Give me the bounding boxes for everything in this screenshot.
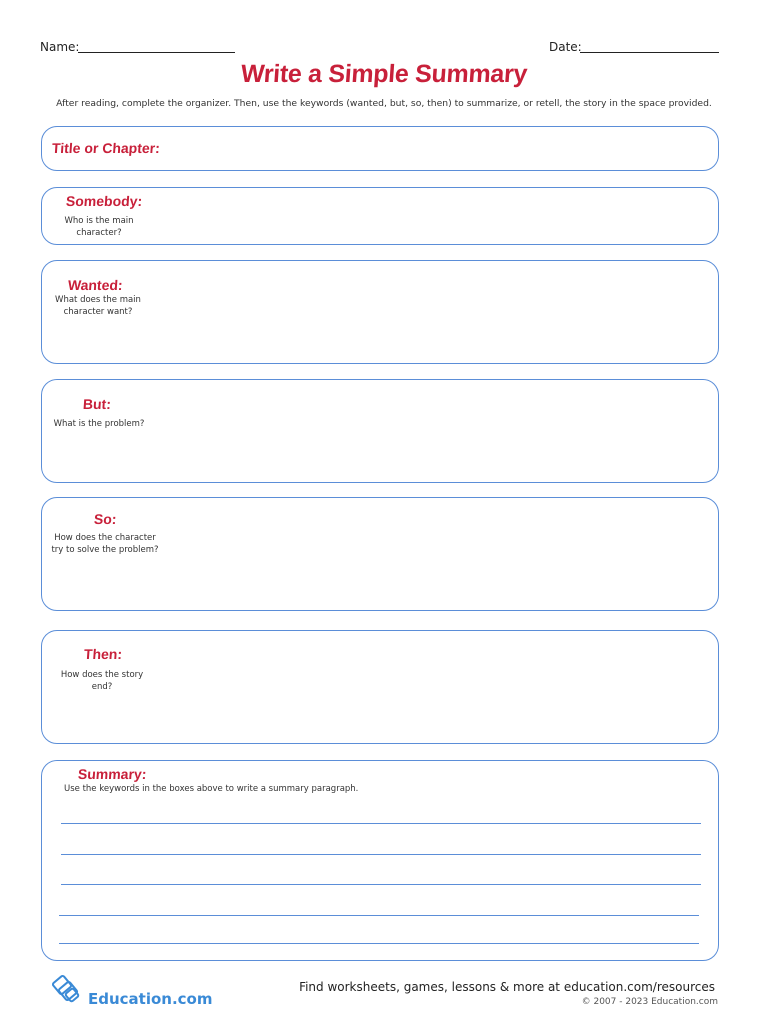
name-field[interactable] bbox=[78, 52, 235, 53]
writing-line[interactable] bbox=[59, 915, 699, 916]
but-box[interactable] bbox=[41, 379, 719, 483]
wanted-prompt: What does the main character want? bbox=[55, 295, 141, 317]
so-box[interactable] bbox=[41, 497, 719, 611]
but-prompt: What is the problem? bbox=[53, 419, 145, 429]
education-logo-icon bbox=[50, 972, 84, 1006]
writing-line[interactable] bbox=[61, 884, 701, 885]
title-chapter-heading: Title or Chapter: bbox=[51, 140, 161, 156]
so-heading: So: bbox=[93, 511, 118, 527]
copyright: © 2007 - 2023 Education.com bbox=[581, 997, 718, 1007]
then-box[interactable] bbox=[41, 630, 719, 744]
writing-line[interactable] bbox=[59, 943, 699, 944]
page-title: Write a Simple Summary bbox=[239, 60, 529, 88]
but-heading: But: bbox=[82, 396, 112, 412]
summary-heading: Summary: bbox=[77, 766, 148, 782]
writing-line[interactable] bbox=[61, 823, 701, 824]
wanted-heading: Wanted: bbox=[67, 277, 124, 293]
name-label: Name: bbox=[40, 40, 80, 54]
summary-prompt: Use the keywords in the boxes above to write a summary paragraph. bbox=[64, 784, 359, 794]
footer-tagline: Find worksheets, games, lessons & more at education.com/resources bbox=[299, 980, 715, 994]
somebody-prompt: Who is the main character? bbox=[64, 216, 134, 238]
writing-line[interactable] bbox=[61, 854, 701, 855]
then-heading: Then: bbox=[83, 646, 123, 662]
then-prompt: How does the story end? bbox=[60, 670, 144, 692]
title-chapter-box[interactable] bbox=[41, 126, 719, 171]
so-prompt: How does the character try to solve the problem? bbox=[51, 533, 159, 555]
date-label: Date: bbox=[549, 40, 582, 54]
summary-box[interactable] bbox=[41, 760, 719, 961]
brand-name: Education.com bbox=[88, 990, 213, 1008]
wanted-box[interactable] bbox=[41, 260, 719, 364]
instructions: After reading, complete the organizer. Then, use the keywords (wanted, but, so, then) to summarize, or retell, the story in the space provided. bbox=[56, 98, 712, 109]
somebody-heading: Somebody: bbox=[65, 193, 143, 209]
somebody-box[interactable] bbox=[41, 187, 719, 245]
date-field[interactable] bbox=[580, 52, 719, 53]
